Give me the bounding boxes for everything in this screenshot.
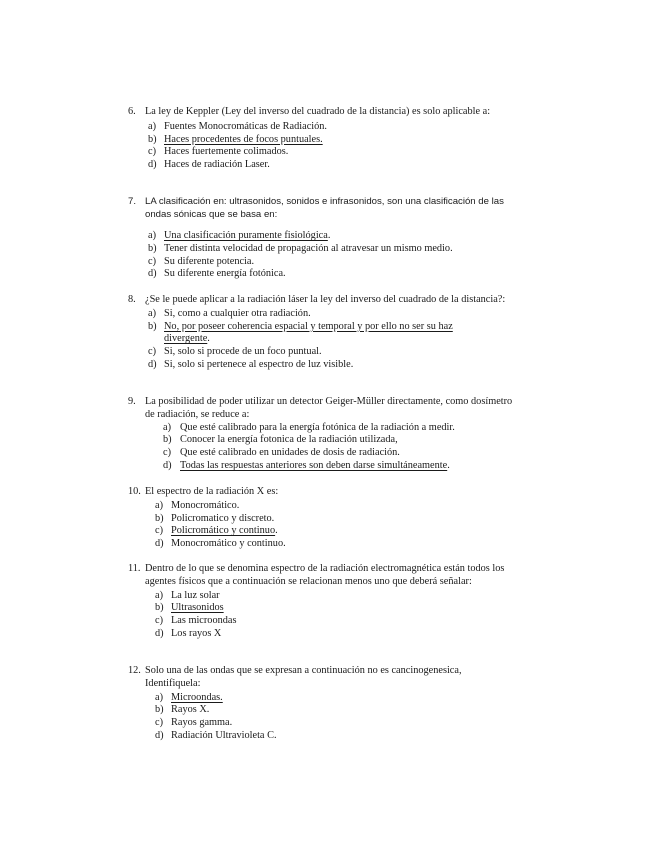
option-d: d) Radiación Ultravioleta C. [155,729,277,741]
question-6 [128,106,528,172]
option-a: a) La luz solar [155,589,220,601]
question-text: La posibilidad de poder utilizar un detector Geiger-Müller directamente, como dosímetro de radiación, se reduce a: [145,396,513,420]
options-list [128,308,528,372]
option-text: Rayos X. [171,704,210,716]
option-d: d) Haces de radiación Laser. [148,159,270,171]
option-b: b) Haces procedentes de focos puntuales. [148,133,323,145]
option-text-underlined: Todas las respuestas anteriores son deben darse simultáneamente [180,459,448,471]
question-9 [128,396,518,473]
question-stem [128,294,528,307]
option-b: b) No, por poseer coherencia espacial y temporal y por ello no ser su haz divergente. [148,320,453,345]
option-text: Haces de radiación Laser. [164,159,270,171]
option-text: Rayos gamma. [171,717,233,729]
option-text: La luz solar [171,589,220,601]
option-d: d) Todas las respuestas anteriores son deben darse simultáneamente. [163,459,450,471]
option-text-underlined: No, por poseer coherencia espacial y temporal y por ello no ser su haz divergente [164,320,453,345]
option-text-underlined: Ultrasonidos [171,602,224,614]
options-list [128,230,528,281]
option-d: d) Monocromático y continuo. [155,538,286,550]
option-suffix: . [447,459,450,471]
option-text: Si, como a cualquier otra radiación. [164,307,311,319]
option-b: b) Ultrasonidos [155,602,224,614]
question-text: ¿Se le puede aplicar a la radiación láser la ley del inverso del cuadrado de la distancia?: [145,294,506,305]
option-a: a) Si, como a cualquier otra radiación. [148,307,311,319]
option-a: a) Que esté calibrado para la energía fotónica de la radiación a medir. [163,421,455,433]
question-text: El espectro de la radiación X es: [145,486,279,497]
question-number: 11. [128,563,141,574]
question-text: La ley de Keppler (Ley del inverso del cuadrado de la distancia) es solo aplicable a: [145,106,491,117]
options-list [128,692,508,743]
option-text: Haces fuertemente colimados. [164,146,289,158]
question-number: 8. [128,294,136,305]
option-c: c) Que esté calibrado en unidades de dosis de radiación. [163,447,400,459]
option-text: Las microondas [171,615,237,627]
option-text-underlined: Haces procedentes de focos puntuales. [164,133,323,145]
question-number: 6. [128,106,136,117]
option-text-underlined: Microondas. [171,691,223,703]
option-text: Monocromático y continuo. [171,538,286,550]
question-stem [128,563,513,589]
option-text: Policromatico y discreto. [171,512,275,524]
option-text: Que esté calibrado para la energía fotónica de la radiación a medir. [180,421,455,433]
option-b: b) Conocer la energía fotonica de la radiación utilizada, [163,434,398,446]
question-text: Dentro de lo que se denomina espectro de la radiación electromagnética están todos los agentes físicos que a continuación se relacionan menos uno que deberá señalar: [145,563,505,587]
option-text: Si, solo si pertenece al espectro de luz visible. [164,358,354,370]
option-b: b) Policromatico y discreto. [155,512,275,524]
question-stem [128,396,518,422]
question-12 [128,665,508,743]
option-text: Si, solo si procede de un foco puntual. [164,346,322,358]
option-text: Conocer la energía fotonica de la radiación utilizada, [180,434,398,446]
option-c: c) Su diferente potencia. [148,255,255,267]
option-c: c) Haces fuertemente colimados. [148,146,289,158]
option-c: c) Si, solo si procede de un foco puntual. [148,346,322,358]
question-stem [128,486,528,499]
option-text: Fuentes Monocromáticas de Radiación. [164,120,327,132]
option-d: d) Los rayos X [155,627,222,639]
question-number: 7. [128,196,137,207]
option-text: Los rayos X [171,627,222,639]
option-text: Tener distinta velocidad de propagación al atravesar un mismo medio. [164,242,453,254]
option-suffix: . [327,230,331,241]
option-text: Que esté calibrado en unidades de dosis de radiación. [180,447,400,459]
option-a: a) Una clasificación puramente fisiológica. [148,230,331,241]
option-text: Monocromático. [171,499,240,511]
option-a: a) Monocromático. [155,499,240,511]
question-stem [128,106,528,119]
option-d: d) Su diferente energía fotónica. [148,268,286,280]
question-10 [128,486,528,551]
question-text: Solo una de las ondas que se expresan a continuación no es cancinogenesica, Identifiquela: [145,665,462,689]
options-list [128,590,513,641]
option-c: c) Rayos gamma. [155,717,233,729]
option-d: d) Si, solo si pertenece al espectro de luz visible. [148,358,354,370]
option-a: a) Microondas. [155,691,223,703]
question-number: 12. [128,665,141,676]
question-11 [128,563,513,641]
option-b: b) Tener distinta velocidad de propagación al atravesar un mismo medio. [148,242,453,254]
option-text: Su diferente potencia. [164,255,255,267]
option-text: Radiación Ultravioleta C. [171,729,277,741]
option-text: Su diferente energía fotónica. [164,268,286,280]
options-list [128,121,528,172]
option-a: a) Fuentes Monocromáticas de Radiación. [148,120,327,132]
option-c: c) Policromático y continuo. [155,525,278,537]
option-b: b) Rayos X. [155,704,210,716]
options-list [128,500,528,551]
option-suffix: . [207,333,210,345]
question-stem [128,195,528,221]
options-list [128,422,518,473]
option-text-underlined: Una clasificación puramente fisiológica [164,230,328,241]
question-7 [128,195,528,281]
question-number: 10. [128,486,141,497]
question-stem [128,665,508,691]
question-number: 9. [128,396,136,407]
option-c: c) Las microondas [155,615,237,627]
question-text: LA clasificación en: ultrasonidos, sonidos e infrasonidos, son una clasificación de las ondas sónicas que se basa en: [145,196,504,220]
option-text-underlined: Policromático y continuo [171,525,276,537]
option-suffix: . [275,525,278,537]
question-8 [128,294,528,372]
